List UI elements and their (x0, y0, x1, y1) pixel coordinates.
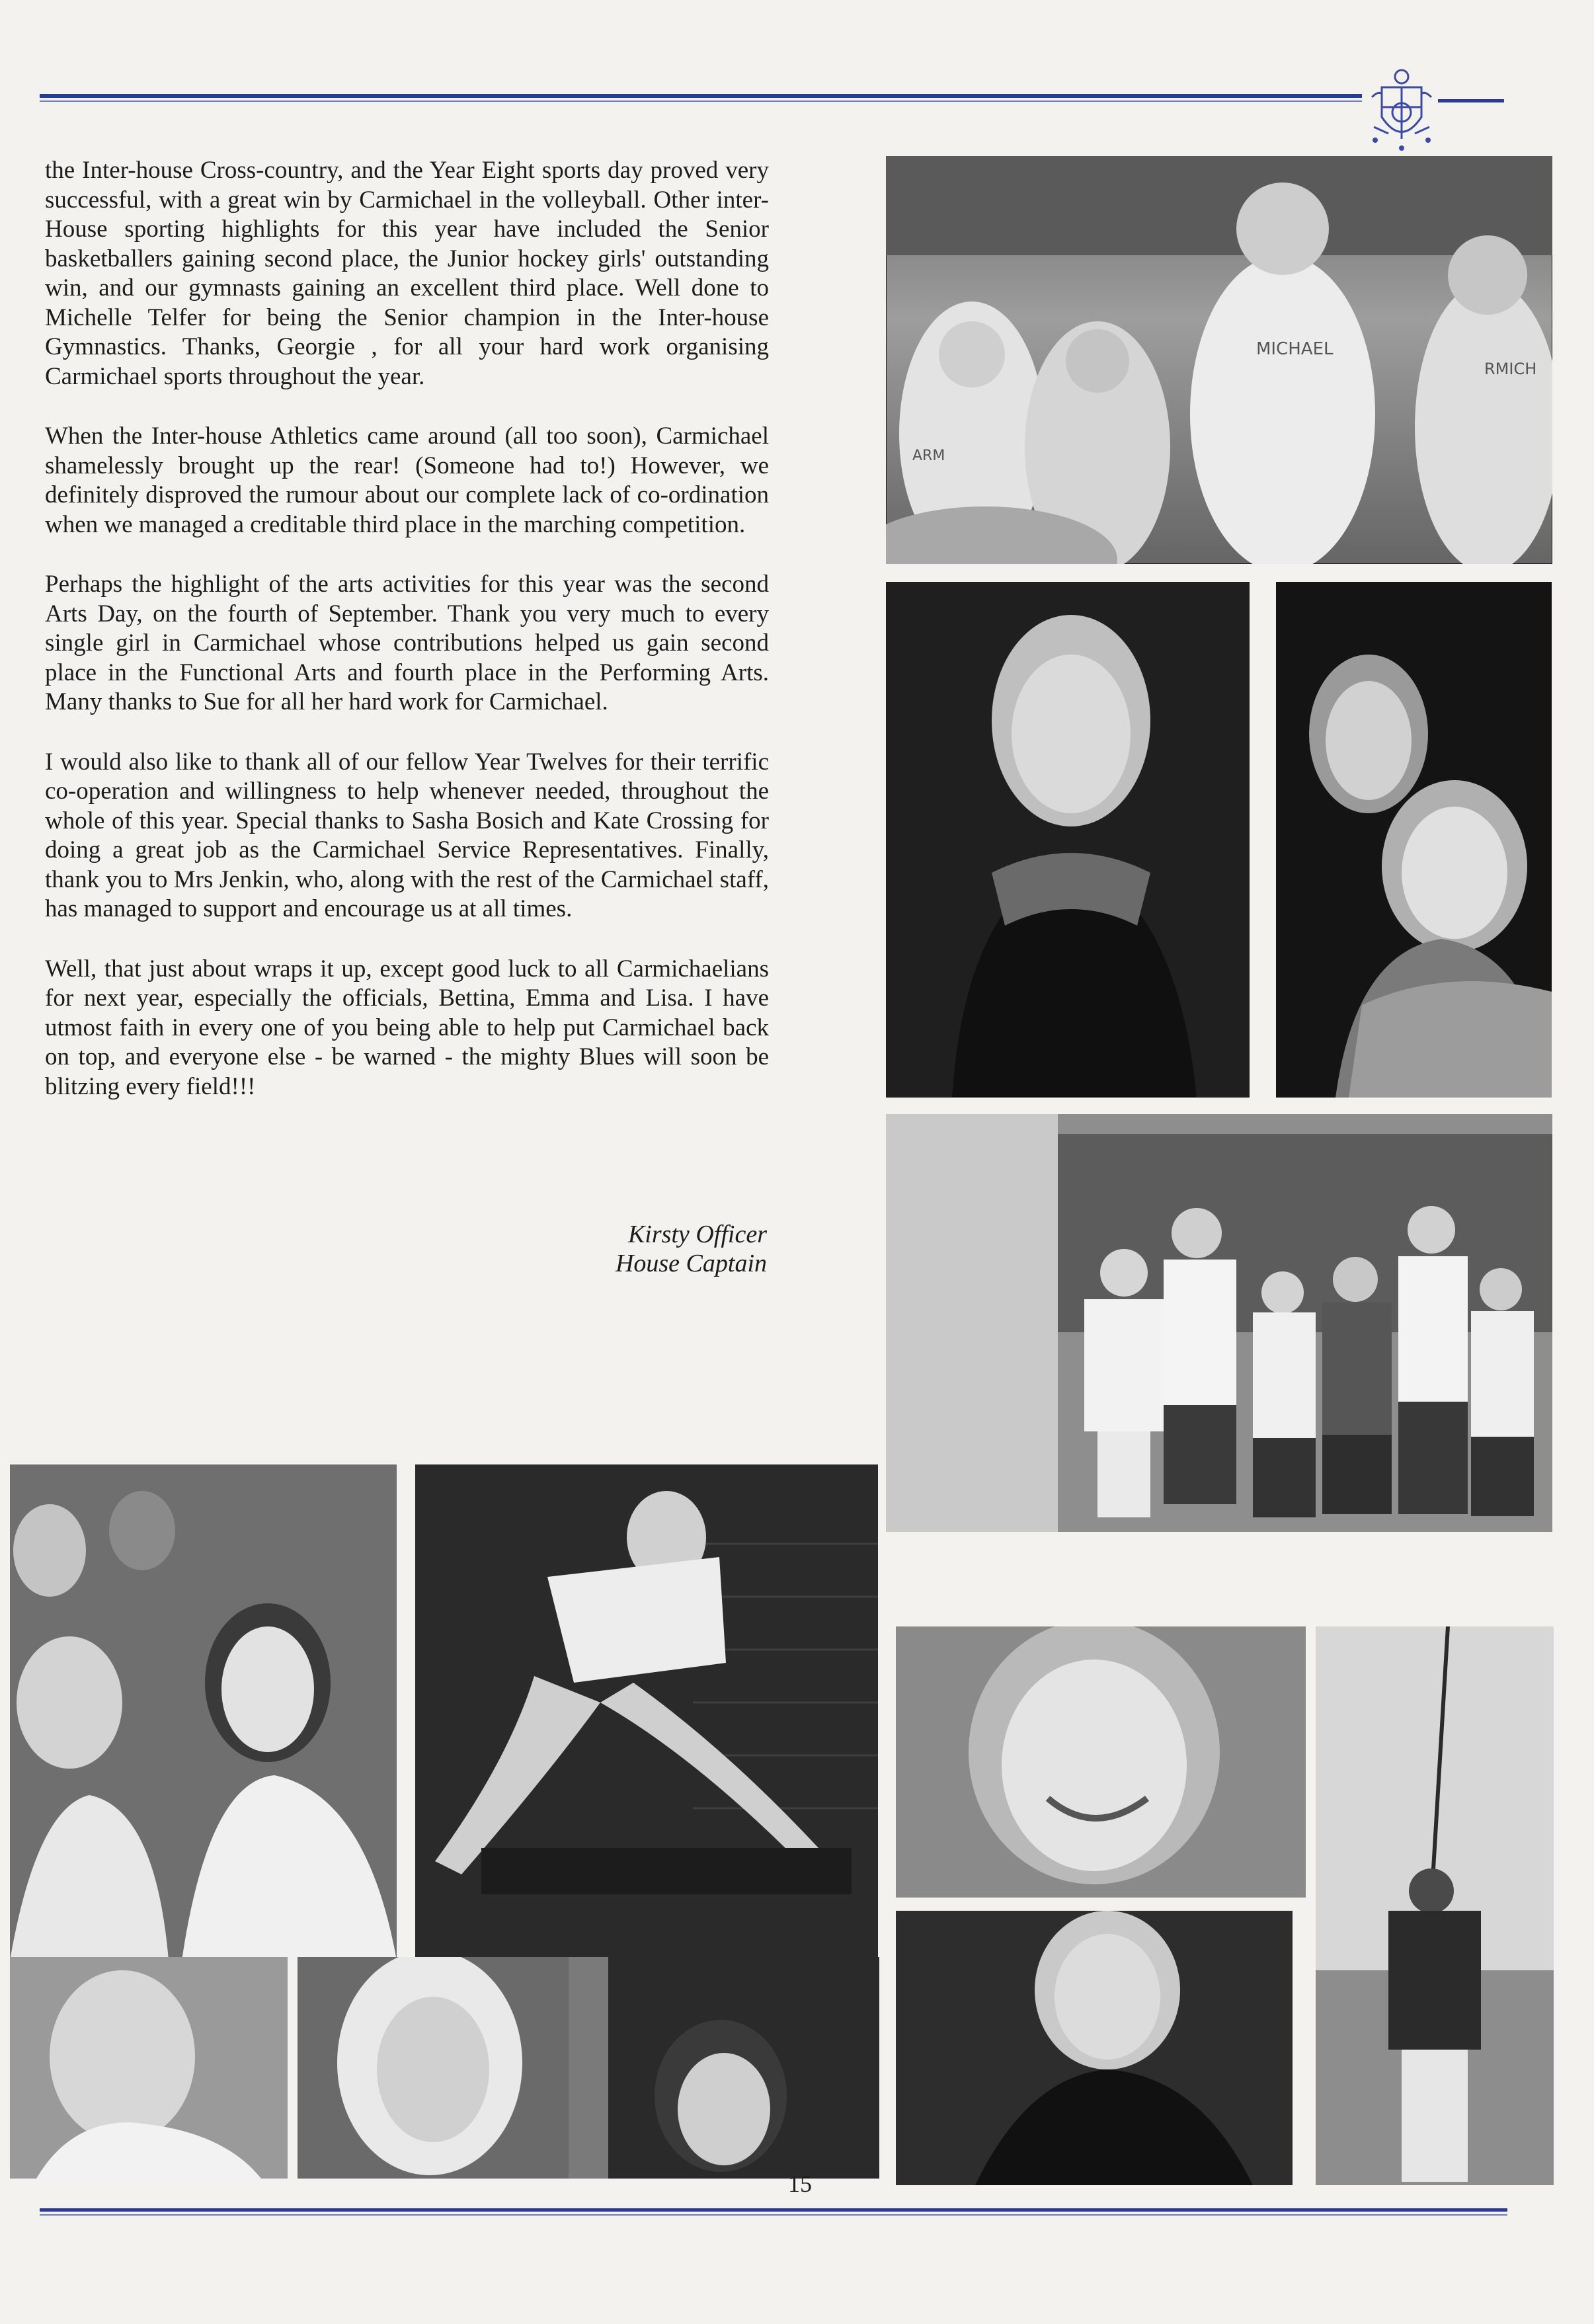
shirt-text-right: RMICH (1484, 360, 1537, 378)
photo-uniformed-girls (886, 1114, 1552, 1532)
photo-girl-with-pole (1316, 1626, 1554, 2185)
signature (463, 1220, 767, 1278)
photo-cross-country-girls (886, 156, 1552, 564)
footer-rule-thin (40, 2214, 1507, 2216)
signature-title: House Captain (615, 1250, 767, 1277)
paragraph-1: the Inter-house Cross-country, and the Year Eight sports day proved very successful, with a great win by Carmichael in the volleyball. Other inter-House sporting highlights for this year have included the Senior basketballers gaining second place, the Junior hockey girls' outstanding win, and our gymnasts gaining an excellent third place. Well done to Michelle Telfer for being the Senior champion in the Inter-house Gymnastics. Thanks, Georgie , for all your hard work organising Carmichael sports throughout the year. (45, 157, 769, 390)
photo-smiling-crowd (10, 1464, 397, 1960)
signature-name: Kirsty Officer (627, 1221, 767, 1248)
shirt-text-center: MICHAEL (1256, 339, 1334, 359)
photo-swimmer-closeup (896, 1911, 1293, 2185)
photo-smiling-girl-closeup (896, 1626, 1306, 1898)
photo-girl-left (10, 1957, 288, 2179)
article-body (45, 156, 769, 1132)
photo-swimmer (886, 582, 1250, 1098)
page-number: 15 (788, 2171, 812, 2197)
header-rule-right (1438, 99, 1504, 102)
photo-girl-doorway (569, 1957, 879, 2179)
header-rule (40, 94, 1362, 98)
paragraph-5: Well, that just about wraps it up, except good luck to all Carmichaelians for next year, especially the officials, Bettina, Emma and Lisa. I have utmost faith in every one of you being able to help put Carmichael back on top, and everyone else - be warned - the mighty Blues will soon be blitzing every field!!! (45, 955, 769, 1100)
footer-rule (40, 2208, 1507, 2212)
paragraph-2: When the Inter-house Athletics came around (all too soon), Carmichael shamelessly brought up the rear! (Someone had to!) However, we definitely disproved the rumour about our complete lack of co-ordination when we managed a creditable third place in the marching competition. (45, 422, 769, 538)
school-crest-icon (1362, 61, 1441, 153)
photo-blonde-girl (298, 1957, 569, 2179)
paragraph-4: I would also like to thank all of our fellow Year Twelves for their terrific co-operation and willingness to help whenever needed, throughout the whole of this year. Special thanks to Sasha Bosich and Kate Crossing for doing a great job as the Carmichael Service Representatives. Finally, thank you to Mrs Jenkin, who, along with the rest of the Carmichael staff, has managed to support and encourage us at all times. (45, 748, 769, 922)
photo-formal-girls (1276, 582, 1552, 1098)
photo-gymnast (415, 1464, 878, 1960)
shirt-text-left: ARM (912, 448, 945, 464)
header-rule-thin (40, 100, 1362, 102)
paragraph-3: Perhaps the highlight of the arts activities for this year was the second Arts Day, on the fourth of September. Thank you very much to every single girl in Carmichael whose contributions helped us gain second place in the Functional Arts and fourth place in the Performing Arts. Many thanks to Sue for all her hard work for Carmichael. (45, 571, 769, 715)
